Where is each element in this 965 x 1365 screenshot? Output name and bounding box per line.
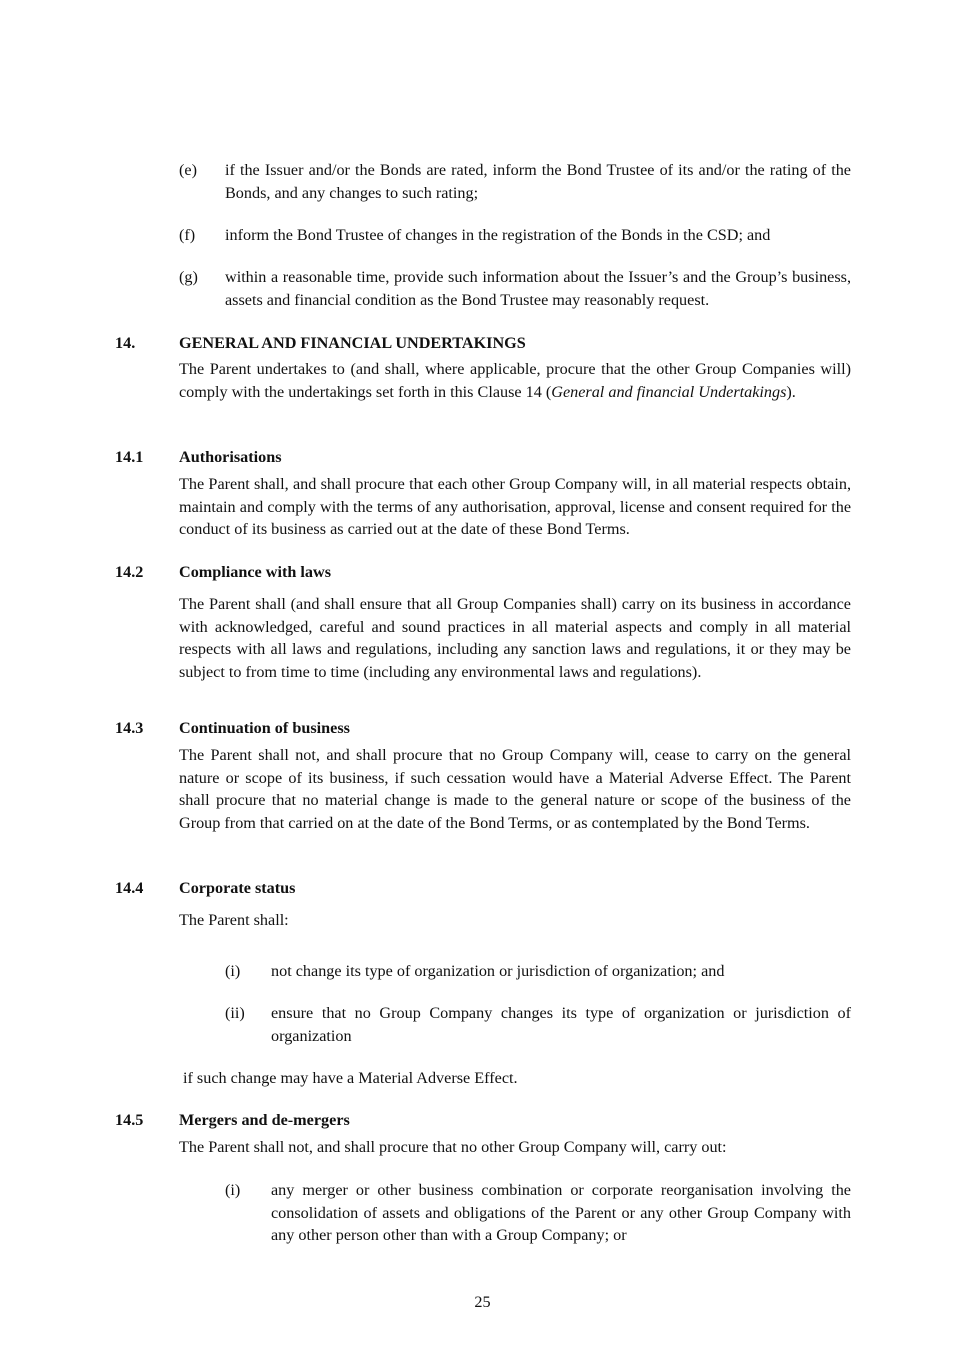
list-text-14-4-i: not change its type of organization or jurisdiction of organization; and (271, 962, 725, 980)
section-number-14-4: 14.4 (115, 879, 144, 897)
section-number-14: 14. (115, 334, 136, 352)
list-label-14-4-ii: (ii) (225, 1004, 245, 1022)
list-text-14-4-ii: ensure that no Group Company changes its type of organization or jurisdiction of organization (271, 1004, 851, 1045)
section-number-14-5: 14.5 (115, 1111, 144, 1129)
item-label-f: (f) (179, 226, 196, 244)
item-text-f: inform the Bond Trustee of changes in the registration of the Bonds in the CSD; and (225, 226, 771, 244)
section-number-14-3: 14.3 (115, 719, 144, 737)
item-text-e: if the Issuer and/or the Bonds are rated, inform the Bond Trustee of its and/or the rating of the Bonds, and any changes to such rating; (225, 161, 851, 202)
clause-reference-italic: General and financial Undertakings (551, 382, 787, 401)
section-intro-14-4: The Parent shall: (179, 911, 289, 929)
section-title-14-5: Mergers and de-mergers (179, 1111, 350, 1129)
section-number-14-2: 14.2 (115, 563, 144, 581)
section-body-14-3: The Parent shall not, and shall procure that no Group Company will, cease to carry on the general nature or scope of its business, if such cessation would have a Material Adverse Effect. The Parent shall procure that no material change is made to the general nature or scope of the business of the Group from that carried on at the date of the Bond Terms, or as contemplated by the Bond Terms. (179, 746, 851, 832)
item-text-g: within a reasonable time, provide such information about the Issuer’s and the Group’s business, assets and financial condition as the Bond Trustee may reasonably request. (225, 268, 851, 309)
list-text-14-5-i: any merger or other business combination or corporate reorganisation involving the consolidation of assets and obligations of the Parent or any other Group Company with any other person other than with a Group Company; or (271, 1181, 851, 1245)
page-number: 25 (474, 1293, 491, 1311)
section-title-14-4: Corporate status (179, 879, 296, 897)
section-number-14-1: 14.1 (115, 448, 144, 466)
section-intro-14-5: The Parent shall not, and shall procure that no other Group Company will, carry out: (179, 1138, 727, 1156)
section-title-14-2: Compliance with laws (179, 563, 331, 581)
section-body-14-1: The Parent shall, and shall procure that each other Group Company will, in all material respects obtain, maintain and comply with the terms of any authorisation, approval, license and consent required for the conduct of its business as carried out at the date of these Bond Terms. (179, 475, 851, 539)
section-title-14-1: Authorisations (179, 448, 282, 466)
section-title-14: GENERAL AND FINANCIAL UNDERTAKINGS (179, 334, 526, 352)
section-body-14: The Parent undertakes to (and shall, where applicable, procure that the other Group Companies will) comply with the undertakings set forth in this Clause 14 (General and financial Undertakings). (179, 360, 851, 401)
item-label-e: (e) (179, 161, 197, 179)
section-outro-14-4: if such change may have a Material Adverse Effect. (183, 1069, 518, 1087)
list-label-14-5-i: (i) (225, 1181, 241, 1199)
section-body-14-2: The Parent shall (and shall ensure that all Group Companies shall) carry on its business in accordance with acknowledged, careful and sound practices in all material aspects and comply in all material respects with all laws and regulations, including any sanction laws and regulations, it or they may be subject to from time to time (including any environmental laws and regulations). (179, 595, 851, 681)
section-title-14-3: Continuation of business (179, 719, 350, 737)
list-label-14-4-i: (i) (225, 962, 241, 980)
item-label-g: (g) (179, 268, 198, 286)
